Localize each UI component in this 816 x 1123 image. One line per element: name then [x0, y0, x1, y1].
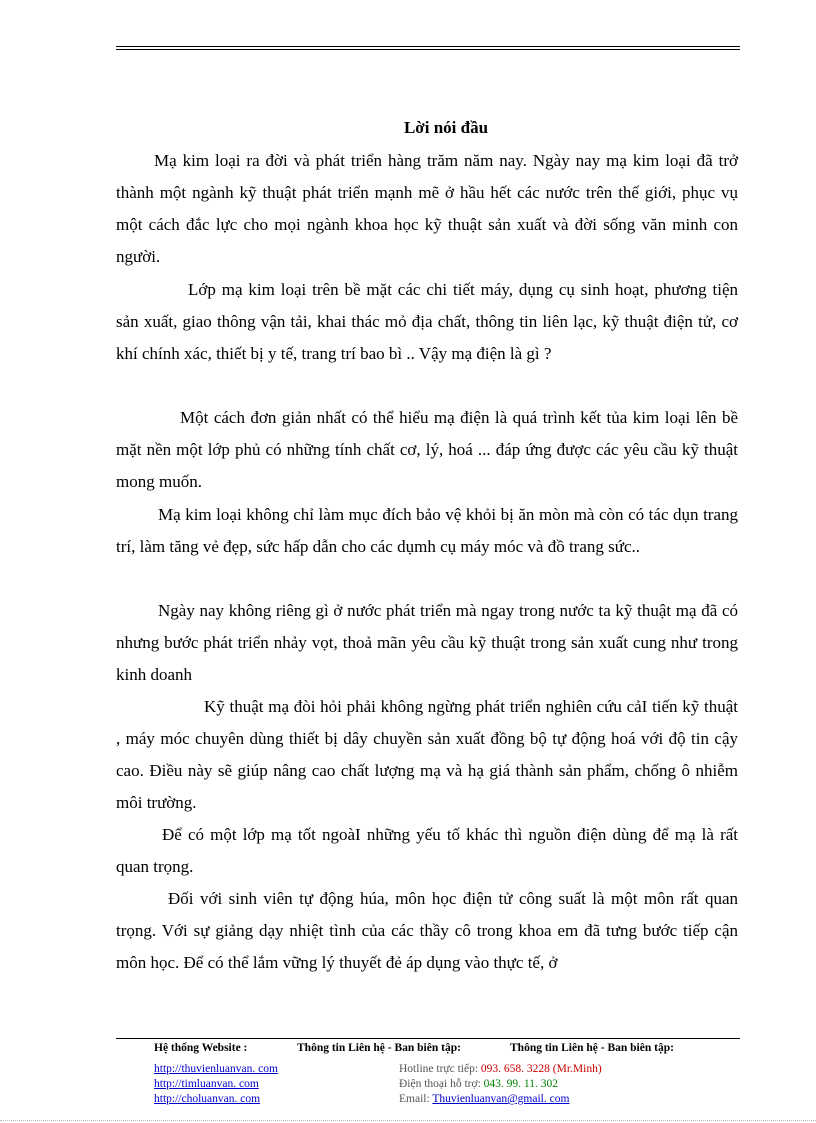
email-value[interactable]: Thuvienluanvan@gmail. com [432, 1093, 570, 1105]
paragraph-5: Ngày nay không riêng gì ở nước phát triển mà ngay trong nước ta kỹ thuật mạ đã có nhưng bước phát triển nhảy vọt, thoả mãn yêu cầu kỹ thuật trong sản xuất cung như trong kinh doanh [116, 601, 738, 684]
footer-hotline [399, 1063, 602, 1075]
footer-col-contact-details [399, 1063, 602, 1105]
page-edge-dotted-line [0, 1120, 816, 1121]
footer-col-contact [297, 1042, 461, 1054]
paragraph-6: Kỹ thuật mạ đòi hỏi phải không ngừng phát triển nghiên cứu cảI tiến kỹ thuật , máy móc chuyên dùng thiết bị dây chuyền sản xuất đồng bộ tự động hoá với độ tin cậy cao. Điều này sẽ giúp nâng cao chất lượng mạ và hạ giá thành sản phẩm, chống ô nhiễm môi trường. [116, 697, 738, 812]
hotline-label: Hotline trực tiếp: [399, 1063, 479, 1075]
footer-rule [116, 1038, 740, 1039]
footer-websites-heading: Hệ thống Website : [154, 1042, 248, 1054]
phone-value: 043. 99. 11. 302 [483, 1078, 558, 1090]
paragraph-2: Lớp mạ kim loại trên bề mặt các chi tiết máy, dụng cụ sinh hoạt, phương tiện sản xuất, giao thông vận tải, khai thác mỏ địa chất, thông tin liên lạc, kỹ thuật điện tử, cơ khí chính xác, thiết bị y tế, trang trí bao bì .. Vậy mạ điện là gì ? [116, 280, 738, 363]
paragraph-1: Mạ kim loại ra đời và phát triển hàng trăm năm nay. Ngày nay mạ kim loại đã trở thành một ngành kỹ thuật phát triển mạnh mẽ ở hầu hết các nước trên thế giới, phục vụ một cách đắc lực cho mọi ngành khoa học kỹ thuật sản xuất và đời sống văn minh con người. [116, 151, 738, 266]
footer-col-contact-2 [510, 1042, 674, 1054]
paragraph-8: Đối với sinh viên tự động húa, môn học điện tử công suất là một môn rất quan trọng. Với sự giảng dạy nhiệt tình của các thầy cô trong khoa em đã tưng bước tiếp cận môn học. Để có thể lắm vững lý thuyết đẻ áp dụng vào thực tế, ở [116, 889, 738, 972]
footer-contact-heading-2: Thông tin Liên hệ - Ban biên tập: [510, 1042, 674, 1054]
footer-phone [399, 1078, 602, 1090]
footer-contact-heading: Thông tin Liên hệ - Ban biên tập: [297, 1042, 461, 1054]
phone-label: Điện thoại hỗ trợ: [399, 1078, 481, 1090]
footer-col-websites [154, 1042, 278, 1105]
header-rule-bottom [116, 49, 740, 50]
footer-email [399, 1093, 602, 1105]
page-title: Lời nói đầu [403, 118, 489, 137]
footer-link-timluanvan[interactable]: http://timluanvan. com [154, 1078, 259, 1090]
footer-link-choluanvan[interactable]: http://choluanvan. com [154, 1093, 261, 1105]
paragraph-3: Một cách đơn giản nhất có thể hiểu mạ điện là quá trình kết tủa kim loại lên bề mặt nền một lớp phủ có những tính chất cơ, lý, hoá ... đáp ứng được các yêu cầu kỹ thuật mong muốn. [116, 408, 738, 491]
footer-link-thuvienluanvan[interactable]: http://thuvienluanvan. com [154, 1063, 278, 1075]
header-rule-top [116, 46, 740, 47]
paragraph-4: Mạ kim loại không chỉ làm mục đích bảo vệ khỏi bị ăn mòn mà còn có tác dụn trang trí, làm tăng vẻ đẹp, sức hấp dẫn cho các dụmh cụ máy móc và đồ trang sức.. [116, 505, 738, 556]
paragraph-7: Để có một lớp mạ tốt ngoàI những yếu tố khác thì nguồn điện dùng để mạ là rất quan trọng. [116, 825, 738, 876]
email-label: Email: [399, 1093, 430, 1105]
hotline-value: 093. 658. 3228 (Mr.Minh) [480, 1063, 602, 1075]
